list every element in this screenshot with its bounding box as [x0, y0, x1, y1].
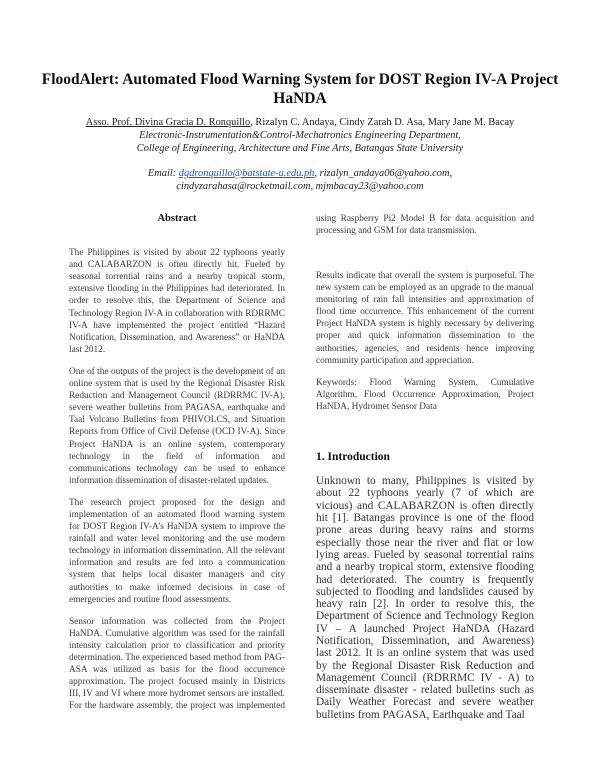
left-column	[69, 213, 285, 712]
email-others-2: cindyzarahasa@rocketmail.com, mjmbacay23@yahoo.com	[176, 181, 424, 192]
abstract-heading: Abstract	[157, 213, 197, 224]
keywords: Keywords: Flood Warning System, Cumulative Algorithm, Flood Occurrence Approximation, Project HaNDA, Hydromet Sensor Data	[316, 377, 534, 412]
college: College of Engineering, Architecture and Fine Arts, Batangas State University	[136, 143, 464, 154]
lead-author: Asso. Prof. Divina Gracia D. Ronquillo	[85, 117, 251, 128]
author-block	[40, 116, 560, 155]
email-label: Email:	[147, 168, 179, 179]
abstract-paragraph-continued	[316, 212, 534, 260]
abstract-paragraph: The Philippines is visited by about 22 typhoons yearly and CALABARZON is often directly hit. Fueled by seasonal torrential rains and a nearby tropical storm, extensive flooding in the Philippines had deteriorated. In order to resolve this, the Department of Science and Technology Region IV-A in collaboration with RDRRMC IV-A have implemented the project entitled “Hazard Notification, Dissemination, and Awareness” or HaNDA last 2012.	[69, 248, 285, 355]
right-column	[316, 212, 534, 731]
abstract-paragraph: Sensor information was collected from the Project HaNDA. Cumulative algorithm was used for the rainfall intensity calculation prior to classification and priority determination. The experienced based method from PAG-ASA was utilized as basis for the flood occurrence approximation. The project focused mainly in Districts III, IV and VI where more hydromet sensors are installed. For the hardware assembly, the project was implemented	[69, 616, 285, 712]
introduction-heading: 1. Introduction	[316, 451, 390, 464]
paper-title: FloodAlert: Automated Flood Warning System for DOST Region IV-A Project HaNDA	[41, 71, 559, 107]
co-authors: , Rizalyn C. Andaya, Cindy Zarah D. Asa, Mary Jane M. Bacay	[250, 117, 515, 128]
introduction-paragraph: Unknown to many, Philippines is visited by about 22 typhoons yearly (7 of which are vicious) and CALABARZON is often directly hit [1]. Batangas province is one of the flood prone areas during heavy rains and storms especially those near the river and flat or low lying areas. Fueled by seasonal torrential rains and a nearby tropical storm, extensive flooding had deteriorated. The country is frequently subjected to flooding and landslides caused by heavy rain [2]. In order to resolve this, the Department of Science and Technology Region IV – A launched Project HaNDA (Hazard Notification, Dissemination, and Awareness) last 2012. It is an online system that was used by the Regional Disaster Risk Reduction and Management Council (RDRRMC IV - A) to disseminate disaster - related bulletins such as Daily Weather Forecast and severe weather bulletins from PAGASA, Earthquake and Taal	[316, 475, 534, 721]
email-link-primary[interactable]: dgdronquillo@batstate-u.edu.ph	[178, 168, 315, 179]
abstract-paragraph: The research project proposed for the design and implementation of an automated flood warning system for DOST Region IV-A’s HaNDA system to improve the rainfall and water level monitoring and the use modern technology in information dissemination. All the relevant information and results are fed into a communication system that helps local disaster managers and city authorities to make informed decisions in case of emergencies and routine flood assessments.	[69, 497, 285, 605]
email-block	[40, 167, 560, 193]
department: Electronic-Instrumentation&Control-Mechatronics Engineering Department,	[139, 130, 461, 141]
author-list	[40, 116, 560, 129]
email-others: , rizalyn_andaya06@yahoo.com,	[314, 168, 453, 179]
abstract-paragraph: One of the outputs of the project is the development of an online system that is used by the Regional Disaster Risk Reduction and Management Council (RDRRMC IV-A), severe weather bulletins from PAGASA, earthquake and Taal Volcano Bulletins from PHIVOLCS, and Situation Reports from Office of Civil Defense (OCD IV-A). Since Project HaNDA is an online system, contemporary technology in the field of information and communications technology can be used to enhance information dissemination of disaster-related updates.	[69, 366, 285, 486]
abstract-paragraph: Results indicate that overall the system is purposeful. The new system can be employed as an upgrade to the manual monitoring of rain fall intensities and approximation of flood time occurrence. This enhancement of the current Project HaNDA system is highly necessary by delivering proper and quick information dissemination to the authorities, agencies, and residents hence improving community participation and appreciation.	[316, 271, 534, 366]
abstract-paragraph-tail: using Raspberry Pi2 Model B for data acquisition and processing and GSM for data transmission.	[316, 213, 534, 236]
